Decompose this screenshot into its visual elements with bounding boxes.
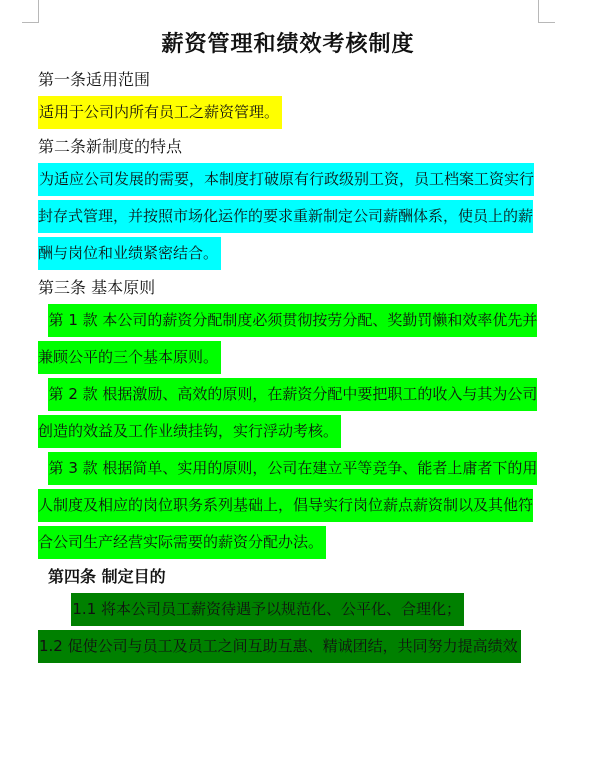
item-1-1-paragraph xyxy=(38,591,538,628)
highlighted-text: 第 1 款 本公司的薪资分配制度必须贯彻按劳分配、奖勤罚懒和效率优先并兼顾公平的三个基本原则。 xyxy=(38,304,537,374)
section-heading-4: 第四条 制定目的 xyxy=(48,567,166,586)
document-page xyxy=(38,26,538,665)
page-corner-mark-top-left xyxy=(22,0,39,23)
highlighted-text: 第 2 款 根据激励、高效的原则，在薪资分配中要把职工的收入与其为公司创造的效益及工作业绩挂钩，实行浮动考核。 xyxy=(38,378,537,448)
clause-2-paragraph xyxy=(38,376,538,450)
section-heading-3: 第三条 基本原则 xyxy=(38,278,156,297)
highlighted-text: 适用于公司内所有员工之薪资管理。 xyxy=(38,96,282,129)
section-heading-1: 第一条适用范围 xyxy=(38,70,151,89)
section-1-paragraph xyxy=(38,94,538,131)
document-title: 薪资管理和绩效考核制度 xyxy=(161,31,415,57)
clause-3-paragraph xyxy=(38,450,538,561)
highlighted-text: 1.1 将本公司员工薪资待遇予以规范化、公平化、合理化； xyxy=(71,593,464,626)
section-2-paragraph xyxy=(38,161,538,272)
item-1-2-paragraph xyxy=(38,628,538,665)
highlighted-text: 为适应公司发展的需要，本制度打破原有行政级别工资，员工档案工资实行封存式管理，并按照市场化运作的要求重新制定公司薪酬体系，使员上的薪酬与岗位和业绩紧密结合。 xyxy=(38,163,534,270)
page-corner-mark-top-right xyxy=(538,0,555,23)
section-heading-2: 第二条新制度的特点 xyxy=(38,137,183,156)
clause-1-paragraph xyxy=(38,302,538,376)
highlighted-text: 第 3 款 根据简单、实用的原则，公司在建立平等竞争、能者上庸者下的用人制度及相应的岗位职务系列基础上，倡导实行岗位薪点薪资制以及其他符合公司生产经营实际需要的薪资分配办法。 xyxy=(38,452,537,559)
highlighted-text: 1.2 促使公司与员工及员工之间互助互惠、精诚团结，共同努力提高绩效 xyxy=(38,630,521,663)
